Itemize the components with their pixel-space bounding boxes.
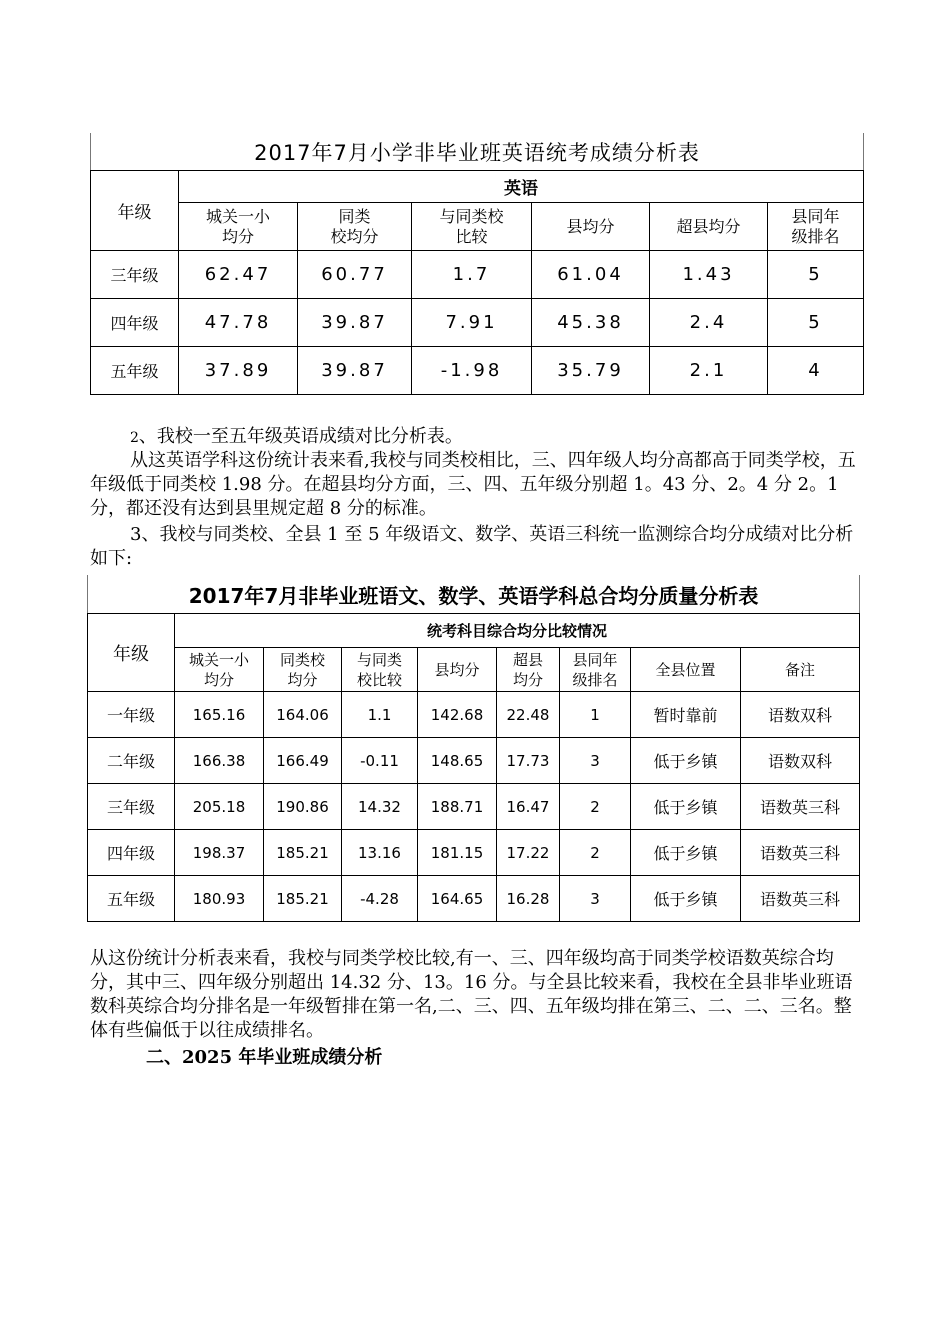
- table-cell: 165.16: [175, 692, 264, 738]
- column-header: 与同类校 比较: [412, 203, 532, 251]
- table-cell: 166.38: [175, 738, 264, 784]
- table-cell: 1.7: [412, 251, 532, 299]
- column-header: 超县 均分: [497, 648, 560, 692]
- paragraph: [90, 425, 860, 450]
- table-cell: 5: [768, 299, 864, 347]
- grade-header: 年级: [88, 614, 175, 692]
- table-cell: 低于乡镇: [631, 830, 741, 876]
- row-label: 三年级: [91, 251, 179, 299]
- composite-score-table: [87, 575, 860, 922]
- table-cell: 198.37: [175, 830, 264, 876]
- table-cell: 2: [560, 784, 631, 830]
- table-cell: 180.93: [175, 876, 264, 922]
- table-row: [91, 299, 864, 347]
- column-header: 同类校 均分: [264, 648, 342, 692]
- table-row: [91, 347, 864, 395]
- column-header: 同类 校均分: [298, 203, 412, 251]
- table-cell: 3: [560, 738, 631, 784]
- row-label: 五年级: [91, 347, 179, 395]
- table-cell: 60.77: [298, 251, 412, 299]
- table-cell: 暂时靠前: [631, 692, 741, 738]
- table-cell: 4: [768, 347, 864, 395]
- table-cell: 148.65: [418, 738, 497, 784]
- table-cell: 1: [560, 692, 631, 738]
- paragraph: 从这份统计分析表来看，我校与同类学校比较,有一、三、四年级均高于同类学校语数英综合均分，其中三、四年级分别超出 14.32 分、13。16 分。与全县比较来看，我校在全县非毕业班语数科英综合均分排名是一年级暂排在第一名,二、三、四、五年级均排在第三、二、二、三名。整体有些偏低于以往成绩排名。: [90, 948, 853, 1041]
- table-cell: 2.4: [650, 299, 768, 347]
- table-row: [88, 738, 860, 784]
- table-cell: 语数双科: [741, 738, 860, 784]
- table-cell: 17.73: [497, 738, 560, 784]
- table-cell: 45.38: [532, 299, 650, 347]
- row-label: 五年级: [88, 876, 175, 922]
- table-cell: 39.87: [298, 299, 412, 347]
- table-title: 2017年7月非毕业班语文、数学、英语学科总合均分质量分析表: [88, 575, 860, 614]
- table-cell: 142.68: [418, 692, 497, 738]
- row-label: 四年级: [88, 830, 175, 876]
- table-cell: 185.21: [264, 876, 342, 922]
- table-cell: 1.1: [342, 692, 418, 738]
- para1-text: 、我校一至五年级英语成绩对比分析表。: [138, 426, 463, 447]
- table-row: [91, 251, 864, 299]
- table-cell: 2: [560, 830, 631, 876]
- column-header: 超县均分: [650, 203, 768, 251]
- row-label: 二年级: [88, 738, 175, 784]
- table-row: [88, 876, 860, 922]
- table-cell: 181.15: [418, 830, 497, 876]
- table-cell: 语数英三科: [741, 830, 860, 876]
- english-score-table: [90, 133, 864, 395]
- table-cell: 37.89: [179, 347, 298, 395]
- table-cell: 3: [560, 876, 631, 922]
- column-header: 县同年 级排名: [768, 203, 864, 251]
- table-cell: 语数英三科: [741, 876, 860, 922]
- column-header: 县均分: [532, 203, 650, 251]
- table-cell: -0.11: [342, 738, 418, 784]
- table-cell: 39.87: [298, 347, 412, 395]
- column-header: 县均分: [418, 648, 497, 692]
- table-cell: 语数双科: [741, 692, 860, 738]
- table-cell: 62.47: [179, 251, 298, 299]
- column-header: 县同年 级排名: [560, 648, 631, 692]
- table-cell: 61.04: [532, 251, 650, 299]
- column-header: 全县位置: [631, 648, 741, 692]
- para1-number: 2: [130, 430, 139, 446]
- table-cell: 语数英三科: [741, 784, 860, 830]
- table-cell: 164.06: [264, 692, 342, 738]
- table-cell: 低于乡镇: [631, 784, 741, 830]
- table-cell: 低于乡镇: [631, 876, 741, 922]
- subject-header: 英语: [179, 171, 864, 203]
- section-heading: 二、2025 年毕业班成绩分析: [146, 1047, 383, 1068]
- column-header: 备注: [741, 648, 860, 692]
- table-row: [88, 692, 860, 738]
- table-cell: 7.91: [412, 299, 532, 347]
- table-title: 2017年7月小学非毕业班英语统考成绩分析表: [91, 133, 864, 171]
- table-cell: 低于乡镇: [631, 738, 741, 784]
- table-row: [88, 784, 860, 830]
- column-header: 与同类 校比较: [342, 648, 418, 692]
- grade-header: 年级: [91, 171, 179, 251]
- table-row: [88, 830, 860, 876]
- paragraph: 从这英语学科这份统计表来看,我校与同类校相比，三、四年级人均分高都高于同类学校，五年级低于同类校 1.98 分。在超县均分方面，三、四、五年级分别超 1。43 分、2。4 分 2。1 分，都还没有达到县里规定超 8 分的标准。: [90, 450, 856, 519]
- table-cell: 16.28: [497, 876, 560, 922]
- table-cell: 22.48: [497, 692, 560, 738]
- table-cell: 166.49: [264, 738, 342, 784]
- table-cell: 190.86: [264, 784, 342, 830]
- row-label: 一年级: [88, 692, 175, 738]
- table-cell: 164.65: [418, 876, 497, 922]
- column-header: 城关一小 均分: [175, 648, 264, 692]
- paragraph: 3、我校与同类校、全县 1 至 5 年级语文、数学、英语三科统一监测综合均分成绩对比分析如下:: [90, 524, 854, 569]
- table-cell: 47.78: [179, 299, 298, 347]
- table-cell: 13.16: [342, 830, 418, 876]
- row-label: 四年级: [91, 299, 179, 347]
- table-cell: -1.98: [412, 347, 532, 395]
- row-label: 三年级: [88, 784, 175, 830]
- table-cell: 188.71: [418, 784, 497, 830]
- table-cell: 1.43: [650, 251, 768, 299]
- table-cell: 16.47: [497, 784, 560, 830]
- table-cell: 5: [768, 251, 864, 299]
- column-header: 城关一小 均分: [179, 203, 298, 251]
- table-cell: 17.22: [497, 830, 560, 876]
- table-cell: 185.21: [264, 830, 342, 876]
- table-cell: 2.1: [650, 347, 768, 395]
- table-cell: 205.18: [175, 784, 264, 830]
- table-cell: -4.28: [342, 876, 418, 922]
- table-cell: 14.32: [342, 784, 418, 830]
- group-header: 统考科目综合均分比较情况: [175, 614, 860, 648]
- table-cell: 35.79: [532, 347, 650, 395]
